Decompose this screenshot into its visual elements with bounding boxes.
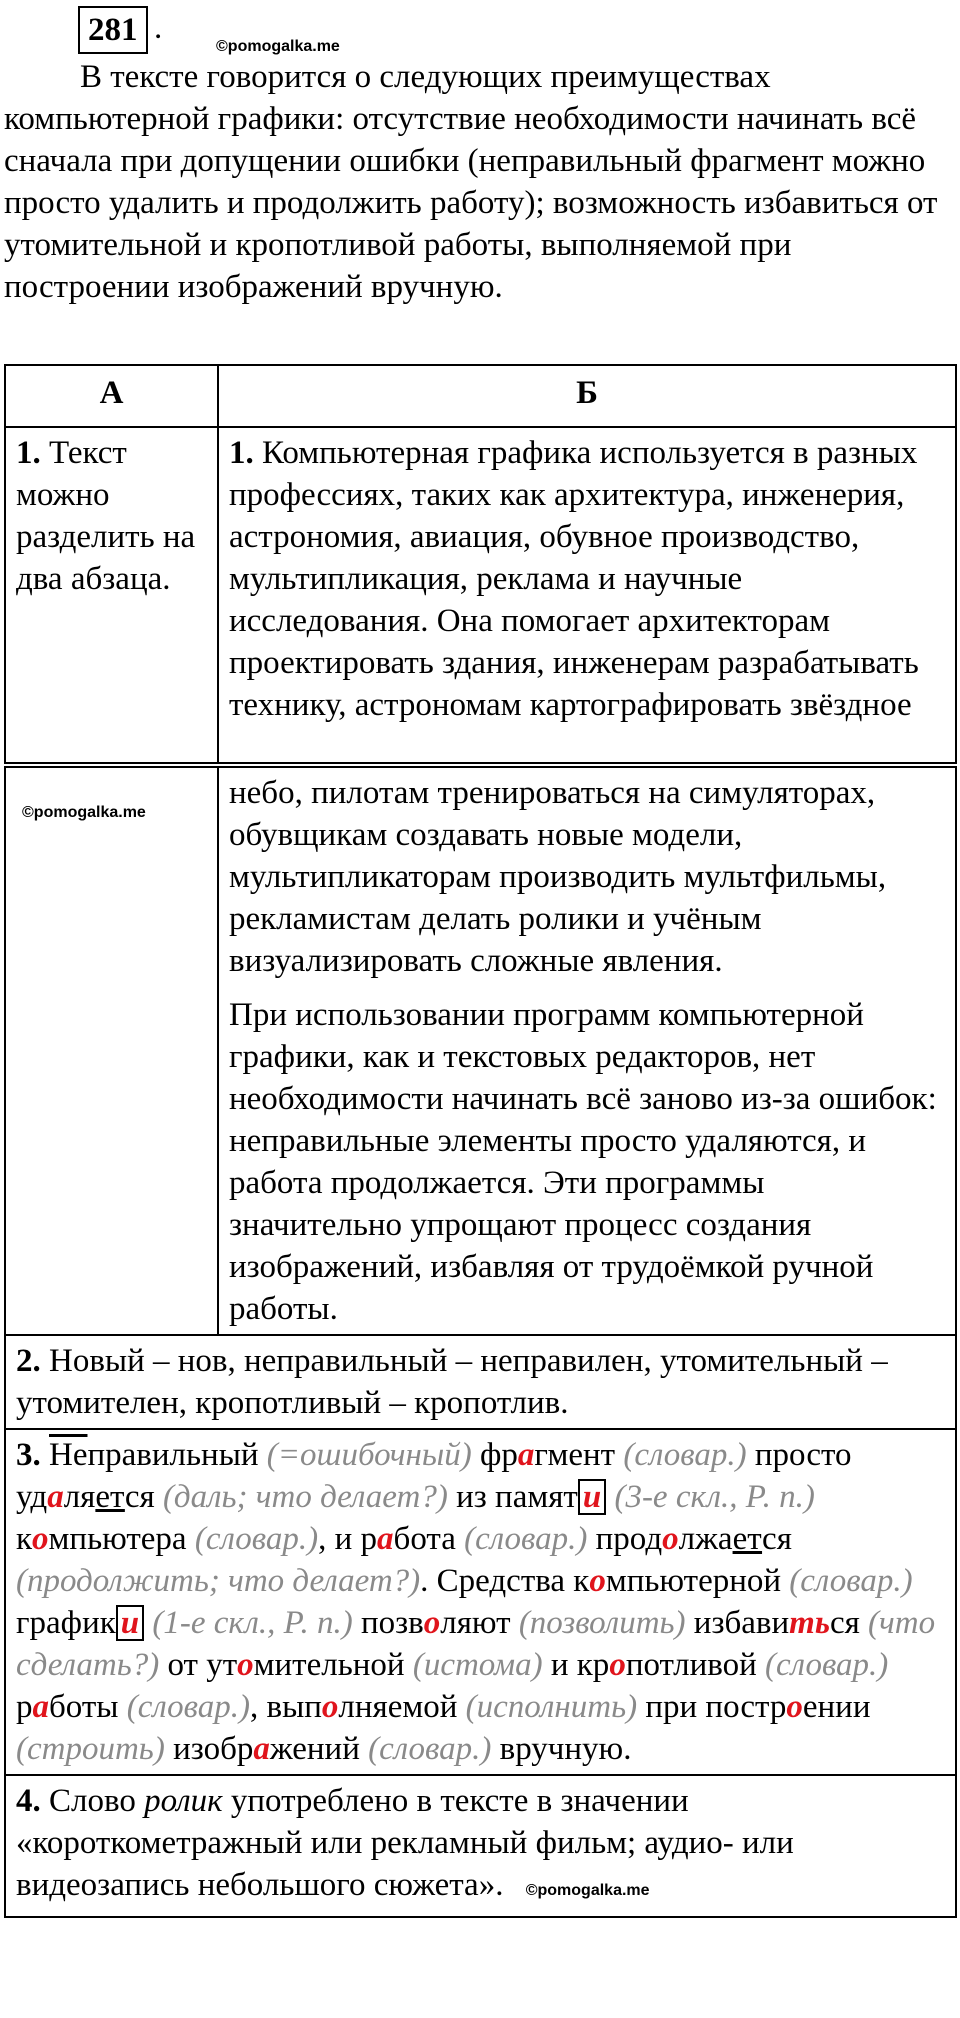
vowel: а <box>32 1689 49 1725</box>
word: просто <box>754 1437 852 1473</box>
hint: (словар.) <box>368 1731 492 1767</box>
watermark: ©pomogalka.me <box>525 1882 650 1899</box>
word: прод <box>595 1521 663 1557</box>
hint: (словар.) <box>464 1521 588 1557</box>
hint: (3-е скл., Р. п.) <box>614 1479 815 1515</box>
word: вып <box>266 1689 322 1725</box>
table-header-row <box>5 365 956 427</box>
word: р <box>360 1521 378 1557</box>
cell-b1-paragraph2: При использовании программ компьютерной графики, как и текстовых редакторов, нет необходимости начинать всё заново из-за ошибок: неправильные элементы просто удаляются, и работа продолжается. Эти программы значительно упрощают процесс создания изображений, избавляя от трудоёмкой ручной работы. <box>229 997 937 1327</box>
item-number: 1. <box>229 435 254 471</box>
vowel: о <box>321 1689 339 1725</box>
word: мительной <box>253 1647 405 1683</box>
hint: (словар.) <box>789 1563 913 1599</box>
vowel: о <box>32 1521 49 1557</box>
word: к <box>573 1563 590 1599</box>
vowel: о <box>662 1521 679 1557</box>
word: вручную. <box>499 1731 632 1767</box>
cell-b1-continued <box>218 767 956 1335</box>
cell-b1-text-part2: небо, пилотам тренироваться на симуляторах, обувщикам создавать новые модели, мультипликаторам производить мультфильмы, рекламистам делать ролики и учёным визуализировать сложные явления. <box>229 775 887 979</box>
word: изобр <box>173 1731 254 1767</box>
word: р <box>16 1689 33 1725</box>
word: избави <box>693 1605 790 1641</box>
word: график <box>16 1605 116 1641</box>
item-number: 2. <box>16 1343 41 1379</box>
row2-text: Новый – нов, неправильный – неправилен, утомительный – утомителен, кропотливый – кропотлив. <box>16 1343 888 1421</box>
table-row <box>5 767 956 1335</box>
boxed-ending: и <box>116 1605 144 1641</box>
vowel: а <box>253 1731 270 1767</box>
boxed-ending: и <box>578 1479 606 1515</box>
word: постр <box>705 1689 787 1725</box>
cell-b1-text-part1: Компьютерная графика используется в разных профессиях, таких как архитектура, инженерия, астрономия, авиация, обувное производство, мультипликация, реклама и научные исследования. Она помогает архитекторам проектировать здания, инженерам разрабатывать технику, астрономам картографировать звёздное <box>229 435 919 723</box>
word: гмент <box>534 1437 616 1473</box>
word: к <box>16 1521 33 1557</box>
word: из <box>456 1479 487 1515</box>
hint: (=ошибочный) <box>266 1437 472 1473</box>
word: потливой <box>625 1647 757 1683</box>
row4-key-word: ролик <box>144 1783 223 1819</box>
word: уд <box>16 1479 48 1515</box>
word: лняемой <box>338 1689 458 1725</box>
word: правильный <box>87 1437 259 1473</box>
word: ут <box>206 1647 238 1683</box>
word: памят <box>495 1479 578 1515</box>
intro-paragraph <box>4 56 954 308</box>
item-number: 1. <box>16 435 41 471</box>
ending: ет <box>95 1479 125 1515</box>
word: бота <box>393 1521 456 1557</box>
cell-row4 <box>5 1775 956 1917</box>
hint: (истома) <box>412 1647 543 1683</box>
word: фр <box>479 1437 518 1473</box>
item-number: 4. <box>16 1783 41 1819</box>
vowel: о <box>786 1689 803 1725</box>
word: позв <box>360 1605 424 1641</box>
word: при <box>645 1689 698 1725</box>
column-header-a: А <box>5 365 218 427</box>
word: ся <box>762 1521 792 1557</box>
intro-text: В тексте говорится о следующих преимуществах компьютерной графики: отсутствие необходимости начинать всё сначала при допущении ошибки (неправильный фрагмент можно просто удалить и продолжить работу); возможность избавиться от утомительной и кропотливой работы, выполняемой при построении изображений вручную. <box>4 59 938 305</box>
vowel: а <box>517 1437 535 1473</box>
row4-text: Слово <box>49 1783 136 1819</box>
word: жений <box>269 1731 360 1767</box>
table-row <box>5 1775 956 1917</box>
vowel: о <box>609 1647 626 1683</box>
word: ля <box>63 1479 96 1515</box>
word: ении <box>802 1689 871 1725</box>
table-row <box>5 1429 956 1775</box>
ending: ет <box>732 1521 763 1557</box>
word: мпьютера <box>48 1521 187 1557</box>
cell-a1-continued <box>5 767 218 1335</box>
vowel: о <box>237 1647 254 1683</box>
vowel: о <box>589 1563 606 1599</box>
hint: (словар.) <box>765 1647 889 1683</box>
word: ся <box>124 1479 155 1515</box>
hint: (словар.) <box>623 1437 747 1473</box>
word: лжа <box>678 1521 733 1557</box>
hint: (даль; что делает?) <box>162 1479 448 1515</box>
watermark: ©pomogalka.me <box>22 804 146 821</box>
word: кр <box>576 1647 610 1683</box>
word: боты <box>49 1689 119 1725</box>
column-header-b: Б <box>218 365 956 427</box>
cell-b1 <box>218 427 956 763</box>
cell-row2 <box>5 1335 956 1429</box>
watermark: ©pomogalka.me <box>216 38 340 55</box>
answer-table-part2 <box>4 766 957 1918</box>
hint: (позволить) <box>518 1605 686 1641</box>
vowel: а <box>377 1521 394 1557</box>
table-row <box>5 427 956 763</box>
cell-row3 <box>5 1429 956 1775</box>
hint: (1-е скл., Р. п.) <box>152 1605 353 1641</box>
cell-a1-text: Текст можно разделить на два абзаца. <box>16 435 196 597</box>
row4-text: употреблено в тексте в значении «короткометражный или рекламный фильм; аудио- или видеозапись небольшого сюжета». <box>16 1783 794 1903</box>
hint: (словар.) <box>194 1521 319 1557</box>
answer-table-part1 <box>4 364 957 764</box>
hint: (исполнить) <box>465 1689 638 1725</box>
hint: (словар.) <box>126 1689 250 1725</box>
word: мпьютерной <box>605 1563 782 1599</box>
prefix-ne: Не <box>49 1437 88 1473</box>
vowel: о <box>423 1605 441 1641</box>
exercise-number: 281 <box>78 6 148 54</box>
word: и <box>550 1647 569 1683</box>
word: ляют <box>440 1605 511 1641</box>
word: , и <box>318 1521 353 1557</box>
word: ся <box>829 1605 860 1641</box>
word: , <box>249 1689 259 1725</box>
exercise-number-dot: . <box>154 10 163 46</box>
hint: (продолжить; что делает?) <box>16 1563 421 1599</box>
cell-a1 <box>5 427 218 763</box>
soft-sign: ть <box>789 1605 830 1641</box>
vowel: а <box>47 1479 64 1515</box>
table-row <box>5 1335 956 1429</box>
word: от <box>167 1647 198 1683</box>
hint: (что сделать?) <box>16 1605 936 1683</box>
hint: (строить) <box>16 1731 165 1767</box>
word: . Средства <box>420 1563 566 1599</box>
item-number: 3. <box>16 1437 41 1473</box>
